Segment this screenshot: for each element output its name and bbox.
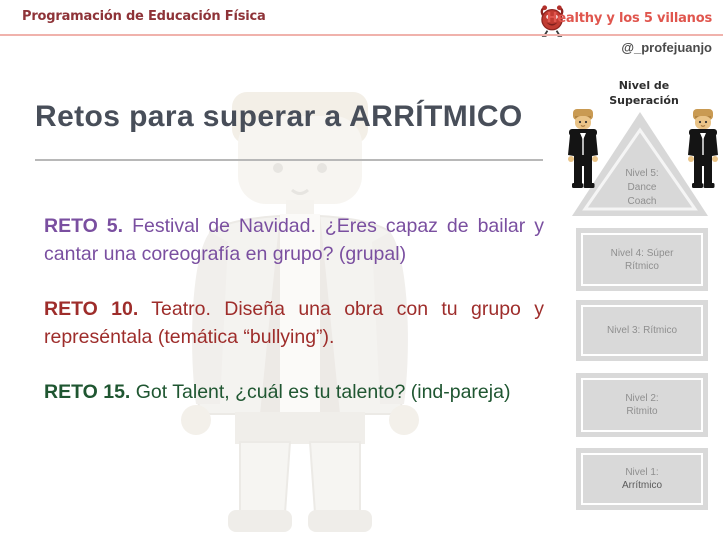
level-4-label: Nivel 4: Súper Rítmico — [610, 247, 674, 272]
levels-panel-title-line2: Superación — [609, 94, 679, 107]
reto-15-paragraph — [44, 379, 544, 407]
reto-5-paragraph — [44, 213, 544, 268]
reto-5-text: Festival de Navidad. ¿Eres capaz de bailar y cantar una coreografía en grupo? (grupal) — [44, 215, 545, 265]
level-1-box — [576, 448, 708, 510]
playmobil-figure-right — [687, 109, 719, 189]
title-underline — [35, 159, 543, 161]
reto-5-label: RETO 5. — [44, 215, 124, 237]
program-title: Programación de Educación Física — [22, 9, 266, 24]
level-2-label: Nivel 2: Ritmito — [625, 393, 659, 417]
reto-15-label: RETO 15. — [44, 381, 131, 403]
brand-title: Healthy y los 5 villanos — [546, 11, 712, 26]
reto-15-text: Got Talent, ¿cuál es tu talento? (ind-pareja) — [135, 381, 511, 403]
levels-panel-title — [592, 78, 696, 108]
slide-title: Retos para superar a ARRÍTMICO — [35, 100, 523, 133]
reto-10-paragraph — [44, 296, 544, 351]
level-5-label: Nivel 5: Dance Coach — [625, 168, 659, 207]
level-2-box — [576, 373, 708, 437]
level-1-label: Nivel 1: Arrítmico — [622, 467, 662, 491]
level-3-label: Nivel 3: Rítmico — [606, 325, 677, 336]
social-handle: @_profejuanjo — [621, 40, 712, 55]
reto-10-text: Teatro. Diseña una obra con tu grupo y represéntala (temática “bullying”). — [44, 298, 544, 348]
reto-10-label: RETO 10. — [44, 298, 139, 320]
playmobil-figure-left — [567, 109, 599, 189]
levels-panel-title-line1: Nivel de — [618, 79, 670, 92]
header-divider — [0, 34, 723, 36]
level-3-box — [576, 300, 708, 361]
level-4-box — [576, 228, 708, 291]
